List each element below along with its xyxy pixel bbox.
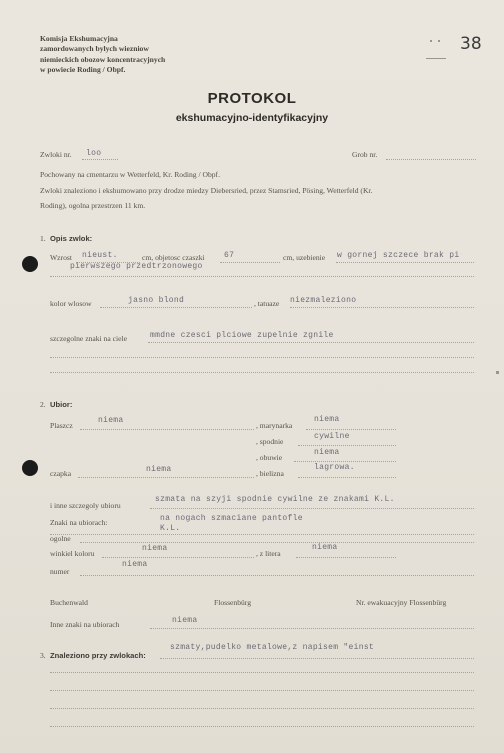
section2-heading: Ubior: [50, 400, 73, 409]
kolor-label: kolor wlosow [50, 299, 92, 308]
obuwie-label: , obuwie [256, 453, 283, 462]
section1-heading: Opis zwlok: [50, 234, 93, 243]
section3-heading: Znaleziono przy zwlokach: [50, 651, 146, 660]
page-title: PROTOKOL [207, 90, 297, 107]
inne-znaki-value: niema [172, 616, 198, 625]
camp-flossenburg: Flossenbürg [214, 598, 251, 607]
marynarka-value: niema [314, 415, 340, 424]
znaki-na-ubiorach-label: Znaki na ubiorach: [50, 518, 108, 527]
inne-szczegoly-value: szmata na szyji spodnie cywilne ze znakami K.L. [155, 495, 395, 504]
zwloki-label: Zwloki nr. [40, 150, 72, 159]
commission-header [40, 34, 165, 76]
uzebienie-value: w gornej szczece brak pi [337, 251, 460, 260]
winkiel-value: niema [142, 544, 168, 553]
numer-label: numer [50, 567, 70, 576]
tatuaze-label: , tatuaze [254, 299, 280, 308]
section2-number: 2. [40, 400, 46, 409]
marynarka-label: , marynarka [256, 421, 293, 430]
tatuaze-value: niezmaleziono [290, 296, 357, 305]
found-text-2: Roding), ogolna przestrzen 11 km. [40, 201, 146, 210]
obuwie-value: niema [314, 448, 340, 457]
cm-label: cm, objetosc czaszki [142, 253, 205, 262]
bielizna-label: , bielizna [256, 469, 284, 478]
camp-buchenwald: Buchenwald [50, 598, 88, 607]
uzebienie-label: cm, uzebienie [283, 253, 326, 262]
punch-hole [22, 256, 38, 272]
litera-label: , z litera [256, 549, 281, 558]
czapka-value: niema [146, 465, 172, 474]
found-items-value: szmaty,pudelko metalowe,z napisem "einst [170, 643, 375, 652]
ogolne-label: ogolne [50, 534, 71, 543]
page-number: 38 [460, 34, 482, 54]
evacuation-number-label: Nr. ewakuacyjny Flossenbürg [356, 598, 447, 607]
inne-szczegoly-continued: na nogach szmaciane pantofle [160, 514, 303, 523]
plaszcz-value: niema [98, 416, 124, 425]
kolor-value: jasno blond [128, 296, 185, 305]
objetosc-value: 67 [224, 251, 235, 260]
znaki-na-ciele-label: szczegolne znaki na ciele [50, 334, 127, 343]
znaki-na-ciele-value: mmdne czesci plciowe zupelnie zgnile [150, 331, 334, 340]
bielizna-value: lagrowa. [314, 463, 355, 472]
litera-value: niema [312, 543, 338, 552]
section1-number: 1. [40, 234, 46, 243]
winkiel-label: winkiel koloru [50, 549, 95, 558]
pencil-mark [438, 40, 440, 42]
numer-value: niema [122, 560, 148, 569]
commission-line: Komisja Ekshumacyjna [40, 34, 118, 43]
pencil-mark [430, 40, 432, 42]
inne-szczegoly-continued-2: K.L. [160, 524, 181, 533]
inne-szczegoly-label: i inne szczegoly ubioru [50, 501, 121, 510]
commission-line: zamordowanych bylych wiezniow [40, 44, 149, 54]
pencil-mark [496, 371, 499, 374]
inne-znaki-label: Inne znaki na ubiorach [50, 620, 120, 629]
spodnie-label: , spodnie [256, 437, 284, 446]
commission-line: niemieckich obozow koncentracyjnych [40, 54, 166, 64]
wzrost-value: nieust. [82, 251, 118, 260]
section3-number: 3. [40, 651, 46, 660]
czapka-label: czapka [50, 469, 72, 478]
wzrost-label: Wzrost [50, 253, 72, 262]
found-text-1: Zwloki znaleziono i ekshumowano przy drodze miedzy Diebersried, przez Stamsried, Pösing, Wetterfeld (Kr. [40, 186, 373, 195]
buried-text: Pochowany na cmentarzu w Wetterfeld, Kr. Roding / Obpf. [40, 170, 220, 179]
spodnie-value: cywilne [314, 432, 350, 441]
uzebienie-continued: pierwszego przedtrzonowego [70, 262, 203, 271]
plaszcz-label: Plaszcz [50, 421, 73, 430]
zwloki-value: loo [86, 149, 102, 158]
grob-label: Grob nr. [352, 150, 378, 159]
commission-line: w powiecie Roding / Obpf. [40, 65, 126, 75]
pencil-mark [426, 58, 446, 59]
page-subtitle: ekshumacyjno-identyfikacyjny [175, 112, 329, 124]
punch-hole [22, 460, 38, 476]
